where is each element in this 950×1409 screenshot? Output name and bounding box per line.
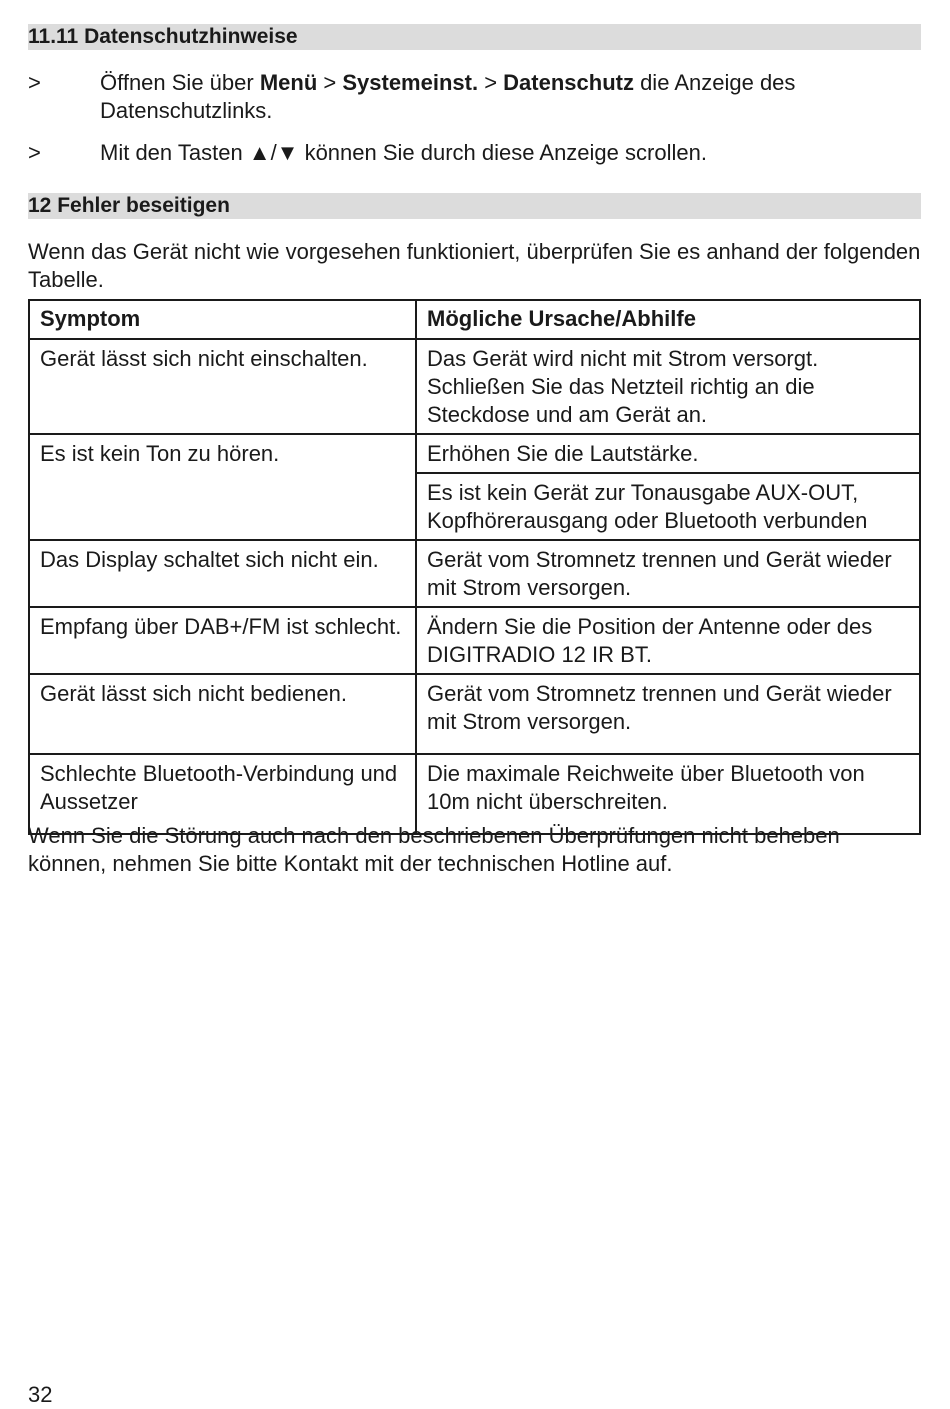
page-number: 32 [28,1382,53,1407]
remedy-cell: Das Gerät wird nicht mit Strom versorgt. Schließen Sie das Netzteil richtig an die Steckdose und am Gerät an. [416,339,920,434]
remedy-cell: Ändern Sie die Position der Antenne oder des DIGITRADIO 12 IR BT. [416,607,920,674]
table-row [29,674,920,754]
symptom-cell: Es ist kein Ton zu hören. [29,434,416,540]
bullet-mark: > [28,70,41,95]
outro-paragraph: Wenn Sie die Störung auch nach den beschriebenen Überprüfungen nicht beheben können, nehmen Sie bitte Kontakt mit der technischen Hotline auf. [28,823,840,876]
table-row [29,339,920,434]
section-heading-fehler: 12 Fehler beseitigen [28,193,921,219]
troubleshooting-table [28,299,921,835]
bullet-mark: > [28,140,41,165]
remedy-cell: Gerät vom Stromnetz trennen und Gerät wieder mit Strom versorgen. [416,540,920,607]
menu-term: Menü [259,70,318,95]
menu-term: Datenschutz [503,70,634,95]
bullet-item-scroll [28,139,921,167]
symptom-cell: Empfang über DAB+/FM ist schlecht. [29,607,416,674]
symptom-cell: Gerät lässt sich nicht bedienen. [29,674,416,754]
table-row [29,540,920,607]
remedy-cell: Erhöhen Sie die Lautstärke. [416,434,920,473]
menu-term: Systemeinst. [342,70,479,95]
bullet-item-datenschutz-open [28,69,921,125]
table-row [29,434,920,473]
intro-paragraph: Wenn das Gerät nicht wie vorgesehen funktioniert, überprüfen Sie es anhand der folgenden Tabelle. [28,239,921,292]
symptom-cell: Schlechte Bluetooth-Verbindung und Aussetzer [29,754,416,834]
remedy-cell: Die maximale Reichweite über Bluetooth von 10m nicht überschreiten. [416,754,920,834]
symptom-cell: Gerät lässt sich nicht einschalten. [29,339,416,434]
remedy-cell: Es ist kein Gerät zur Tonausgabe AUX-OUT, Kopfhörerausgang oder Bluetooth verbunden [416,473,920,540]
header-remedy: Mögliche Ursache/Abhilfe [416,300,920,339]
bullet-text: Öffnen Sie über Menü > Systemeinst. > Datenschutz die Anzeige des Datenschutzlinks. [100,70,796,123]
section-heading-datenschutz: 11.11 Datenschutzhinweise [28,24,921,50]
table-row [29,607,920,674]
symptom-cell: Das Display schaltet sich nicht ein. [29,540,416,607]
bullet-text: Mit den Tasten ▲/▼ können Sie durch diese Anzeige scrollen. [100,140,707,165]
header-symptom: Symptom [29,300,416,339]
table-header-row [29,300,920,339]
remedy-cell: Gerät vom Stromnetz trennen und Gerät wieder mit Strom versorgen. [416,674,920,754]
